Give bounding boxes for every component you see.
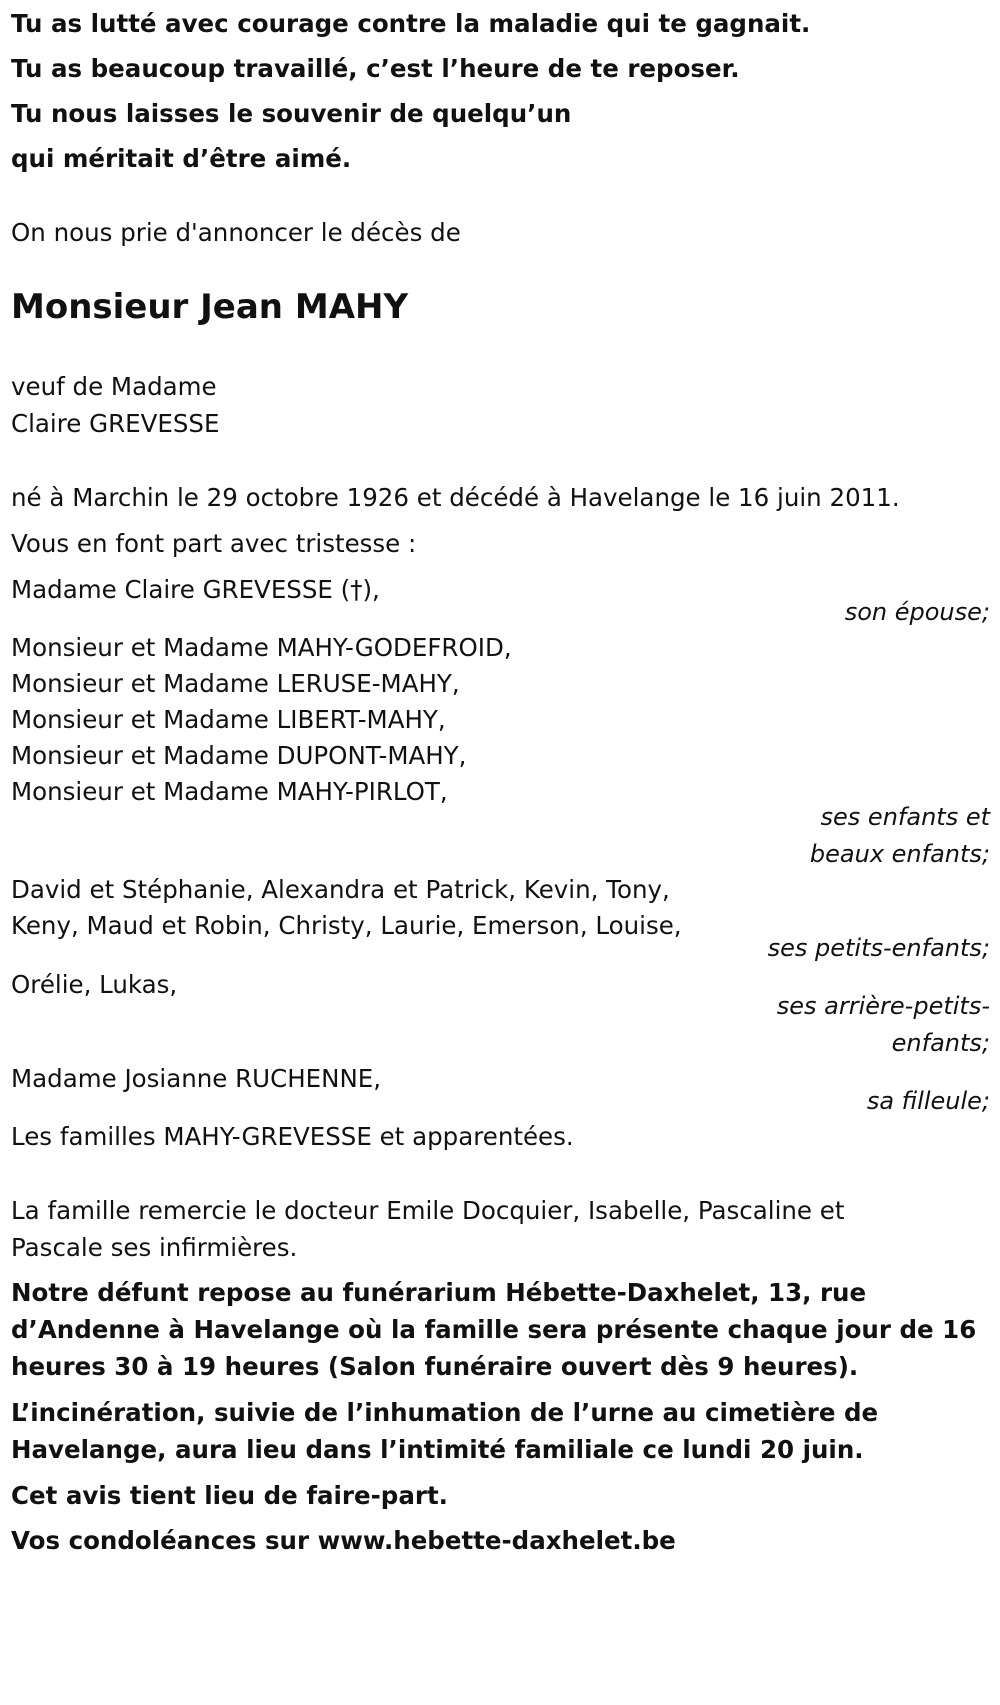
goddaughter-relation: sa filleule; [866,1087,990,1115]
cremation-line-1: L’incinération, suivie de l’inhumation de l’urne au cimetière de [11,1398,879,1427]
great-grandchildren-relation-line-1: ses arrière-petits- [776,992,990,1020]
children-relation-line-2: beaux enfants; [809,840,990,868]
grandchildren-line-1: David et Stéphanie, Alexandra et Patrick, Kevin, Tony, [11,875,670,904]
poem-line-1: Tu as lutté avec courage contre la maladie qui te gagnait. [11,9,811,38]
thanks-line-2: Pascale ses infirmières. [11,1233,298,1262]
grandchildren-line-2: Keny, Maud et Robin, Christy, Laurie, Emerson, Louise, [11,911,682,940]
poem-line-4: qui méritait d’être aimé. [11,144,352,173]
families-text: Les familles MAHY-GREVESSE et apparentées. [11,1122,574,1151]
poem-line-3: Tu nous laisses le souvenir de quelqu’un [11,99,572,128]
child-line-4: Monsieur et Madame DUPONT-MAHY, [11,741,467,770]
condolences-text: Vos condoléances sur www.hebette-daxhelet.be [11,1526,676,1555]
spouse-name-tail: ), [362,575,380,604]
child-line-2: Monsieur et Madame LERUSE-MAHY, [11,669,460,698]
spouse-relation: son épouse; [844,598,990,626]
funerarium-line-3: heures 30 à 19 heures (Salon funéraire ouvert dès 9 heures). [11,1352,859,1381]
child-line-5: Monsieur et Madame MAHY-PIRLOT, [11,777,448,806]
child-line-3: Monsieur et Madame LIBERT-MAHY, [11,705,446,734]
children-relation-line-1: ses enfants et [820,803,990,831]
announcement-text: On nous prie d'annoncer le décès de [11,218,461,247]
thanks-line-1: La famille remercie le docteur Emile Docquier, Isabelle, Pascaline et [11,1196,845,1225]
great-grandchildren-line: Orélie, Lukas, [11,970,178,999]
grandchildren-relation: ses petits-enfants; [767,934,990,962]
cross-icon: † [350,575,363,604]
spouse-line [11,574,380,606]
cremation-line-2: Havelange, aura lieu dans l’intimité familiale ce lundi 20 juin. [11,1435,864,1464]
intro-text: Vous en font part avec tristesse : [11,529,417,558]
birth-death-text: né à Marchin le 29 octobre 1926 et décédé à Havelange le 16 juin 2011. [11,483,900,512]
deceased-name: Monsieur Jean MAHY [11,287,409,327]
funerarium-line-2: d’Andenne à Havelange où la famille sera présente chaque jour de 16 [11,1315,977,1344]
widower-line-2: Claire GREVESSE [11,409,220,438]
spouse-name: Madame Claire GREVESSE ( [11,575,351,604]
great-grandchildren-relation-line-2: enfants; [891,1029,990,1057]
notice-text: Cet avis tient lieu de faire-part. [11,1481,448,1510]
funerarium-line-1: Notre défunt repose au funérarium Hébette-Daxhelet, 13, rue [11,1278,867,1307]
child-line-1: Monsieur et Madame MAHY-GODEFROID, [11,633,512,662]
poem-line-2: Tu as beaucoup travaillé, c’est l’heure de te reposer. [11,54,740,83]
widower-line-1: veuf de Madame [11,372,217,401]
goddaughter-name: Madame Josianne RUCHENNE, [11,1064,382,1093]
